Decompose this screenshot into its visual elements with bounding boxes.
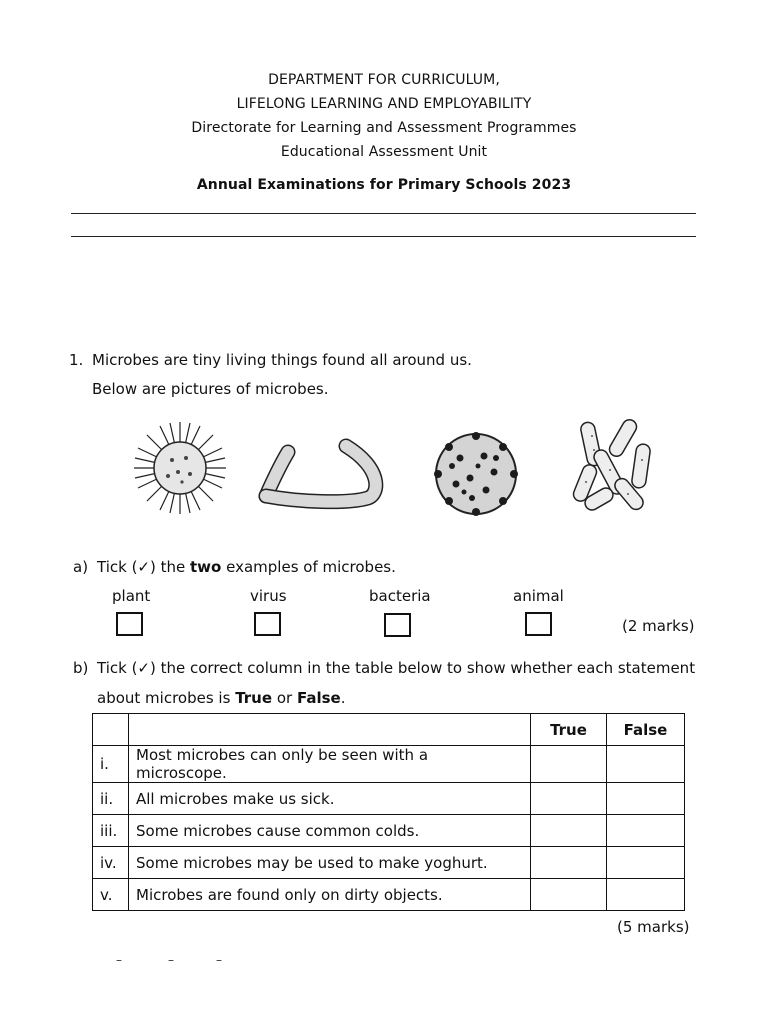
question-intro-line2: Below are pictures of microbes. [92,380,329,398]
true-cell[interactable] [531,847,607,879]
question-intro-line1: Microbes are tiny living things found all around us. [92,351,472,369]
part-a-marks: (2 marks) [622,617,695,635]
table-header-row [93,714,685,746]
false-cell[interactable] [607,847,685,879]
footer-dash: – [168,953,174,967]
header-false: False [607,714,685,746]
option-bacteria-label: bacteria [369,587,431,605]
spiky-virus-icon [130,418,230,518]
false-cell[interactable] [607,879,685,911]
part-a-emphasis: two [190,558,222,576]
part-b-instruction-line2 [97,689,345,707]
header-num [93,714,129,746]
part-a-suffix: examples of microbes. [226,558,396,576]
table-row [93,815,685,847]
option-bacteria-checkbox[interactable] [384,613,411,637]
part-a-label: a) [73,558,89,576]
table-row [93,783,685,815]
option-virus-label: virus [250,587,287,605]
row-number: i. [93,746,129,783]
false-cell[interactable] [607,783,685,815]
exam-title: Annual Examinations for Primary Schools 2023 [196,177,572,193]
footer-dash: – [216,953,222,967]
part-b-instruction-line1: Tick (✓) the correct column in the table below to show whether each statement [97,659,696,677]
department-title: DEPARTMENT FOR CURRICULUM, [268,72,500,88]
coronavirus-icon [430,428,522,520]
header-rule-bottom [71,236,696,237]
true-false-table [92,713,685,911]
true-cell[interactable] [531,879,607,911]
table-row [93,847,685,879]
header-rule-top [71,213,696,214]
department-subtitle: LIFELONG LEARNING AND EMPLOYABILITY [236,96,532,112]
row-number: iv. [93,847,129,879]
rod-bacteria-cluster-icon [572,414,662,518]
or-word: or [276,689,293,707]
option-plant-label: plant [112,587,151,605]
option-animal-checkbox[interactable] [525,612,552,636]
period: . [340,689,346,707]
header-statement [129,714,531,746]
part-a-prefix: Tick (✓) the [97,558,186,576]
true-cell[interactable] [531,746,607,783]
option-plant-checkbox[interactable] [116,612,143,636]
part-a-instruction [97,558,396,576]
footer-dash: – [116,953,122,967]
unit-name: Educational Assessment Unit [280,144,488,160]
false-word: False [296,689,341,707]
directorate-name: Directorate for Learning and Assessment Programmes [191,120,577,136]
row-number: ii. [93,783,129,815]
true-word: True [235,689,273,707]
row-statement: Most microbes can only be seen with a microscope. [129,746,531,783]
header-true: True [531,714,607,746]
row-statement: Some microbes cause common colds. [129,815,531,847]
true-cell[interactable] [531,783,607,815]
option-animal-label: animal [513,587,564,605]
row-number: iii. [93,815,129,847]
row-number: v. [93,879,129,911]
row-statement: Some microbes may be used to make yoghurt. [129,847,531,879]
question-number: 1. [69,351,84,369]
table-row [93,746,685,783]
false-cell[interactable] [607,815,685,847]
part-b-label: b) [73,659,89,677]
curved-bacterium-icon [248,438,396,516]
false-cell[interactable] [607,746,685,783]
true-cell[interactable] [531,815,607,847]
option-virus-checkbox[interactable] [254,612,281,636]
row-statement: Microbes are found only on dirty objects. [129,879,531,911]
part-b-line2-prefix: about microbes is [97,689,231,707]
row-statement: All microbes make us sick. [129,783,531,815]
table-row [93,879,685,911]
part-b-marks: (5 marks) [617,918,690,936]
